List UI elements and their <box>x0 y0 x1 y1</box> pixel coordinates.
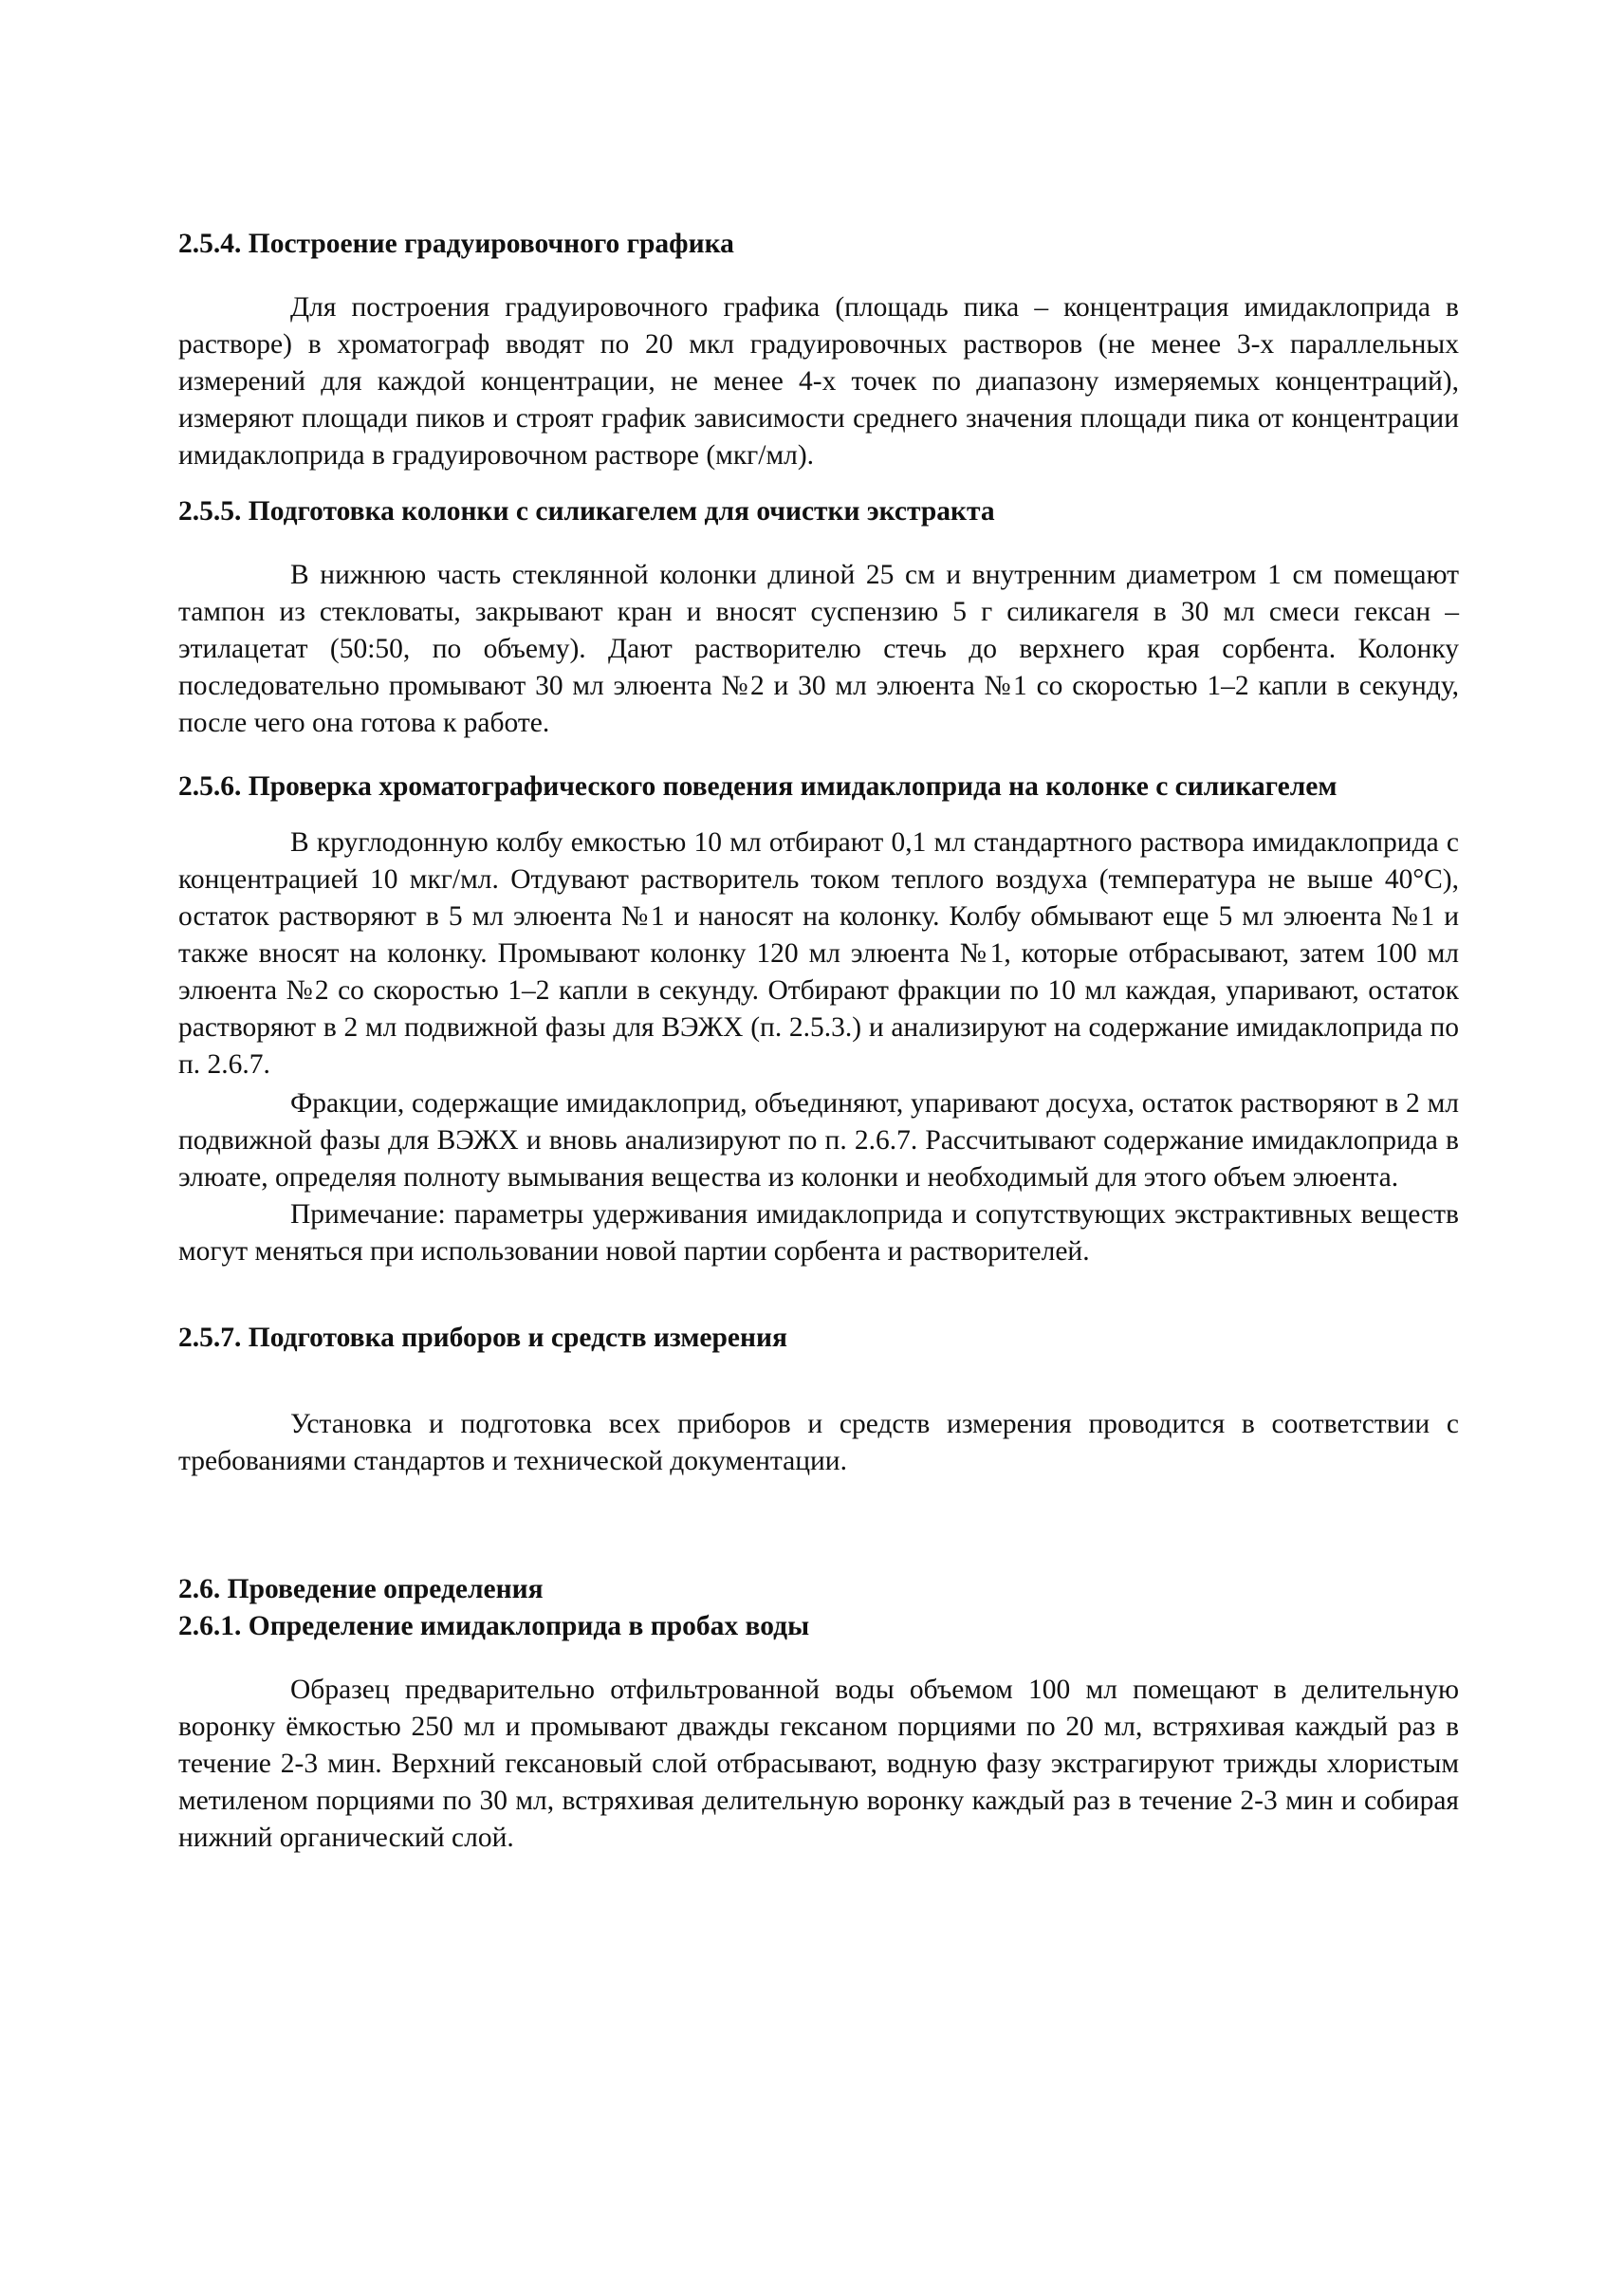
section-heading-2-5-7: 2.5.7. Подготовка приборов и средств измерения <box>178 1323 787 1353</box>
paragraph-water-samples: Образец предварительно отфильтрованной воды объемом 100 мл помещают в делительную воронку ёмкостью 250 мл и промывают дважды гексаном порциями по 20 мл, встряхивая каждый раз в течение 2-3 мин. Верхний гексановый слой отбрасывают, водную фазу экстрагируют трижды хлористым метиленом порциями по 30 мл, встряхивая делительную воронку каждый раз в течение 2-3 мин и собирая нижний органический слой. <box>178 1675 1459 1853</box>
paragraph-note: Примечание: параметры удерживания имидаклоприда и сопутствующих экстрактивных веществ могут меняться при использовании новой партии сорбента и растворителей. <box>178 1199 1459 1267</box>
paragraph-instruments: Установка и подготовка всех приборов и средств измерения проводится в соответствии с требованиями стандартов и технической документации. <box>178 1409 1459 1476</box>
document-page <box>178 226 1459 1857</box>
paragraph-chromatographic-check: В круглодонную колбу емкостью 10 мл отбирают 0,1 мл стандартного раствора имидаклоприда с концентрацией 10 мкг/мл. Отдувают растворитель током теплого воздуха (температура не выше 40°С), остаток растворяют в 5 мл элюента №1 и наносят на колонку. Колбу обмывают еще 5 мл элюента №1 и также вносят на колонку. Промывают колонку 120 мл элюента №1, которые отбрасывают, затем 100 мл элюента №2 со скоростью 1–2 капли в секунду. Отбирают фракции по 10 мл каждая, упаривают, остаток растворяют в 2 мл подвижной фазы для ВЭЖХ (п. 2.5.3.) и анализируют на содержание имидаклоприда по п. 2.6.7. <box>178 827 1459 1080</box>
section-heading-2-5-4: 2.5.4. Построение градуировочного графика <box>178 229 734 259</box>
paragraph-fractions: Фракции, содержащие имидаклоприд, объединяют, упаривают досуха, остаток растворяют в 2 мл подвижной фазы для ВЭЖХ и вновь анализируют по п. 2.6.7. Рассчитывают содержание имидаклоприда в элюате, определяя полноту вымывания вещества из колонки и необходимый для этого объем элюента. <box>178 1088 1459 1193</box>
paragraph-calibration-graph: Для построения градуировочного графика (площадь пика – концентрация имидаклоприда в растворе) в хроматограф вводят по 20 мкл градуировочных растворов (не менее 3-х параллельных измерений для каждой концентрации, не менее 4-х точек по диапазону измеряемых концентраций), измеряют площади пиков и строят график зависимости среднего значения площади пика от концентрации имидаклоприда в градуировочном растворе (мкг/мл). <box>178 292 1459 471</box>
section-heading-2-5-6: 2.5.6. Проверка хроматографического поведения имидаклоприда на колонке с силикагелем <box>178 771 1338 802</box>
section-heading-2-5-5: 2.5.5. Подготовка колонки с силикагелем для очистки экстракта <box>178 496 995 527</box>
section-heading-2-6-1: 2.6.1. Определение имидаклоприда в пробах воды <box>178 1611 810 1641</box>
paragraph-column-preparation: В нижнюю часть стеклянной колонки длиной 25 см и внутренним диаметром 1 см помещают тампон из стекловаты, закрывают кран и вносят суспензию 5 г силикагеля в 30 мл смеси гексан – этилацетат (50:50, по объему). Дают растворителю стечь до верхнего края сорбента. Колонку последовательно промывают 30 мл элюента №2 и 30 мл элюента №1 со скоростью 1–2 капли в секунду, после чего она готова к работе. <box>178 560 1459 738</box>
section-heading-2-6: 2.6. Проведение определения <box>178 1574 544 1604</box>
